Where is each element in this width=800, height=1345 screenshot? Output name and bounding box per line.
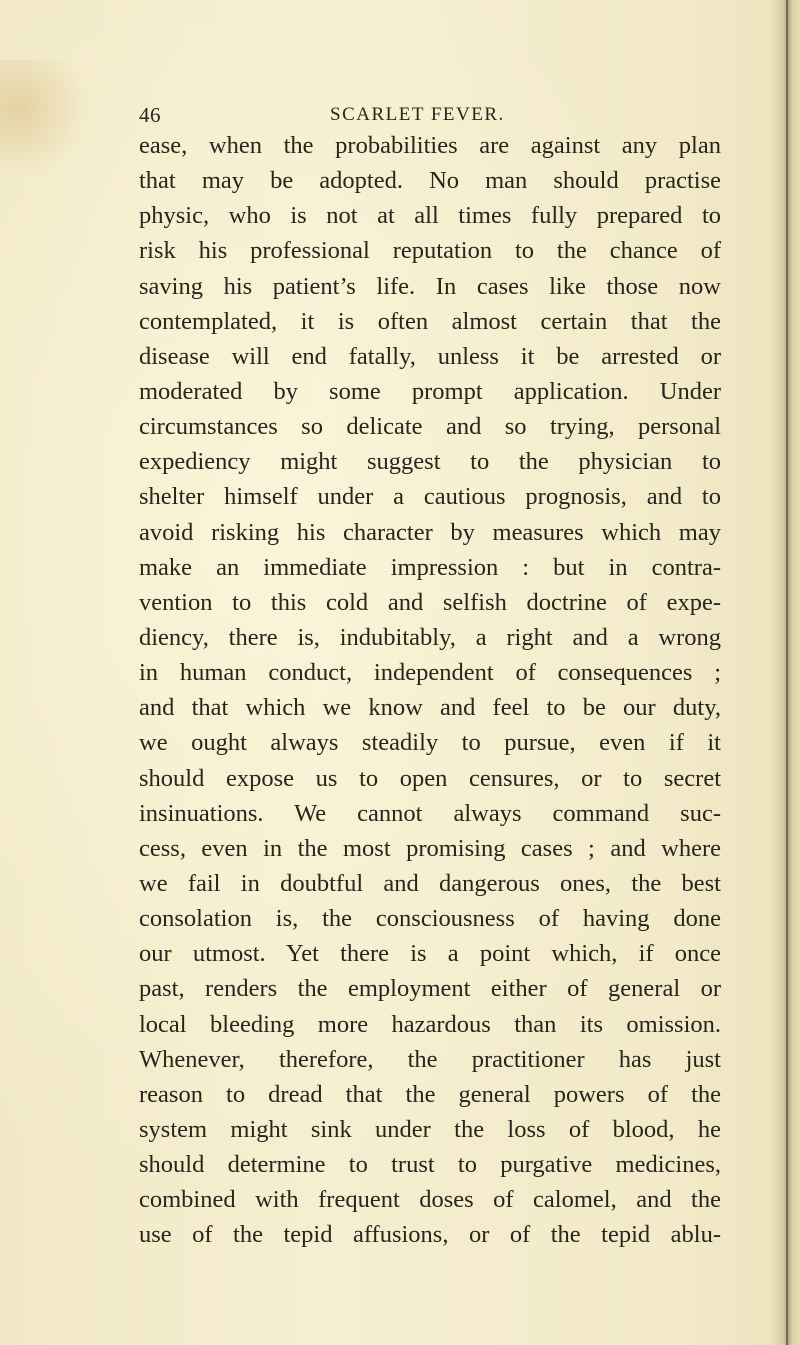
text-line: circumstances so delicate and so trying, personal (139, 413, 721, 441)
text-line: combined with frequent doses of calomel, and the (139, 1186, 721, 1214)
text-line: system might sink under the loss of blood, he (139, 1115, 721, 1143)
text-line: that may be adopted. No man should practise (139, 167, 721, 195)
text-line: past, renders the employment either of general or (139, 975, 721, 1003)
text-line: ease, when the probabilities are against any plan (139, 132, 721, 159)
text-line: saving his patient’s life. In cases like those now (139, 272, 721, 300)
text-line: local bleeding more hazardous than its omission. (139, 1010, 721, 1038)
text-line: moderated by some prompt application. Under (139, 377, 721, 405)
text-line: should expose us to open censures, or to secret (139, 764, 721, 792)
text-line: shelter himself under a cautious prognosis, and to (139, 483, 721, 511)
text-line: we fail in doubtful and dangerous ones, the best (139, 869, 721, 897)
text-line: physic, who is not at all times fully prepared to (139, 202, 721, 230)
text-line: cess, even in the most promising cases ; and where (139, 834, 721, 862)
binding-edge (786, 0, 788, 1345)
text-line: use of the tepid affusions, or of the tepid ablu- (139, 1221, 721, 1249)
text-line: risk his professional reputation to the chance of (139, 237, 721, 265)
text-line: expediency might suggest to the physician to (139, 448, 721, 476)
text-line: consolation is, the consciousness of having done (139, 905, 721, 933)
text-line: vention to this cold and selfish doctrine of expe- (139, 588, 721, 616)
text-line: diency, there is, indubitably, a right and a wrong (139, 623, 721, 651)
running-head: SCARLET FEVER. (330, 104, 505, 125)
text-line: our utmost. Yet there is a point which, if once (139, 940, 721, 968)
text-line: in human conduct, independent of consequences ; (139, 659, 721, 687)
text-line: we ought always steadily to pursue, even if it (139, 729, 721, 757)
text-line: insinuations. We cannot always command suc- (139, 799, 721, 827)
body-text (139, 128, 721, 1253)
text-line: and that which we know and feel to be our duty, (139, 694, 721, 722)
text-line: should determine to trust to purgative medicines, (139, 1151, 721, 1179)
text-line: contemplated, it is often almost certain that the (139, 307, 721, 335)
text-line: Whenever, therefore, the practitioner has just (139, 1045, 721, 1073)
text-line: avoid risking his character by measures which may (139, 518, 721, 546)
text-line: disease will end fatally, unless it be arrested or (139, 342, 721, 370)
page-number: 46 (139, 103, 161, 127)
text-line: make an immediate impression : but in contra- (139, 553, 721, 581)
text-line: reason to dread that the general powers of the (139, 1080, 721, 1108)
binding-shadow (770, 0, 800, 1345)
